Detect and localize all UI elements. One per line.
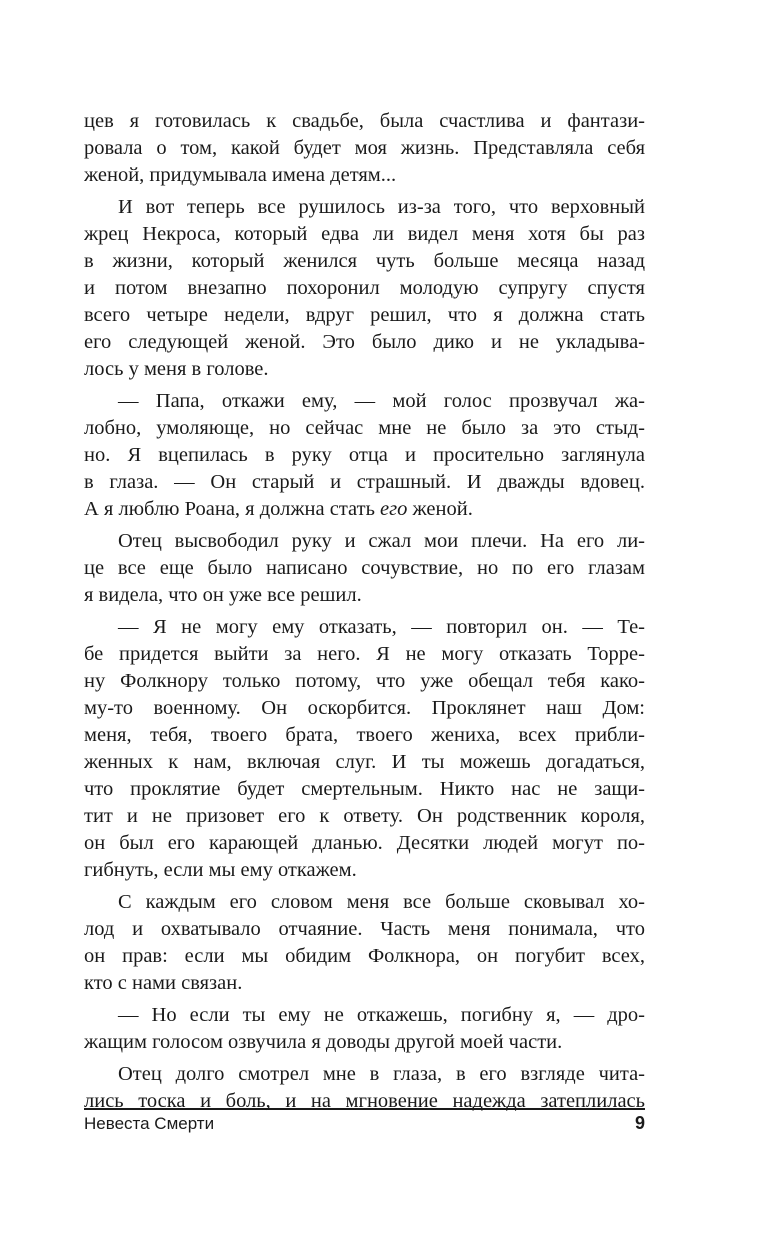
text-line: его следующей женой. Это было дико и не укладыва- (84, 331, 645, 353)
page-number: 9 (634, 1113, 645, 1133)
text-line: ровала о том, какой будет моя жизнь. Представляла себя (84, 137, 645, 159)
text-line: Отец высвободил руку и сжал мои плечи. На его ли- (118, 530, 645, 552)
text-line: Отец долго смотрел мне в глаза, в его взгляде чита- (118, 1063, 645, 1085)
text-line: он был его карающей дланью. Десятки людей могут по- (84, 832, 645, 854)
text-line: женой, придумывала имена детям... (84, 164, 397, 186)
paragraph (84, 108, 645, 189)
text-line: и потом внезапно похоронил молодую супругу спустя (84, 277, 645, 299)
body-text (84, 108, 645, 1115)
paragraph (84, 194, 645, 383)
text-line: жащим голосом озвучила я доводы другой моей части. (84, 1031, 563, 1053)
paragraph (84, 614, 645, 884)
text-line: И вот теперь все рушилось из-за того, что верховный (118, 196, 645, 218)
footer-divider (84, 1108, 645, 1110)
text-line: лось у меня в голове. (84, 358, 269, 380)
text-line: женных к нам, включая слуг. И ты можешь догадаться, (84, 751, 645, 773)
text-line: что проклятие будет смертельным. Никто нас не защи- (84, 778, 645, 800)
paragraph (84, 1002, 645, 1056)
text-line: цев я готовилась к свадьбе, была счастлива и фантази- (84, 110, 645, 132)
text-line: он прав: если мы обидим Фолкнора, он погубит всех, (84, 945, 645, 967)
text-line: тит и не призовет его к ответу. Он родственник короля, (84, 805, 645, 827)
text-line: кто с нами связан. (84, 972, 243, 994)
text-line: ну Фолкнору только потому, что уже обещал тебя како- (84, 670, 645, 692)
text-line: лод и охватывало отчаяние. Часть меня понимала, что (84, 918, 645, 940)
text-line: в глаза. — Он старый и страшный. И дважды вдовец. (84, 471, 645, 493)
text-line: меня, тебя, твоего брата, твоего жениха, всех прибли- (84, 724, 645, 746)
running-footer-title: Невеста Смерти (84, 1114, 215, 1133)
text-line: С каждым его словом меня все больше сковывал хо- (118, 891, 645, 913)
paragraph (84, 889, 645, 997)
text-line: но. Я вцепилась в руку отца и просительно заглянула (84, 444, 645, 466)
text-line: му-то военному. Он оскорбится. Проклянет наш Дом: (84, 697, 645, 719)
text-line: жрец Некроса, который едва ли видел меня хотя бы раз (84, 223, 645, 245)
text-line: я видела, что он уже все решил. (84, 584, 362, 606)
text-line: гибнуть, если мы ему откажем. (84, 859, 357, 881)
text-line: А я люблю Роана, я должна стать его женой. (84, 498, 473, 520)
paragraph (84, 528, 645, 609)
text-line: це все еще было написано сочувствие, но по его глазам (84, 557, 645, 579)
text-line: лись тоска и боль, и на мгновение надежда затеплилась (84, 1090, 645, 1112)
text-line: лобно, умоляюще, но сейчас мне не было за это стыд- (84, 417, 645, 439)
text-line: бе придется выйти за него. Я не могу отказать Торре- (84, 643, 645, 665)
text-line: — Папа, откажи ему, — мой голос прозвучал жа- (118, 390, 645, 412)
text-line: в жизни, который женился чуть больше месяца назад (84, 250, 645, 272)
paragraph (84, 388, 645, 523)
text-line: — Но если ты ему не откажешь, погибну я, — дро- (118, 1004, 645, 1026)
text-line: всего четыре недели, вдруг решил, что я должна стать (84, 304, 645, 326)
paragraph (84, 1061, 645, 1115)
text-line: — Я не могу ему отказать, — повторил он. — Те- (118, 616, 645, 638)
